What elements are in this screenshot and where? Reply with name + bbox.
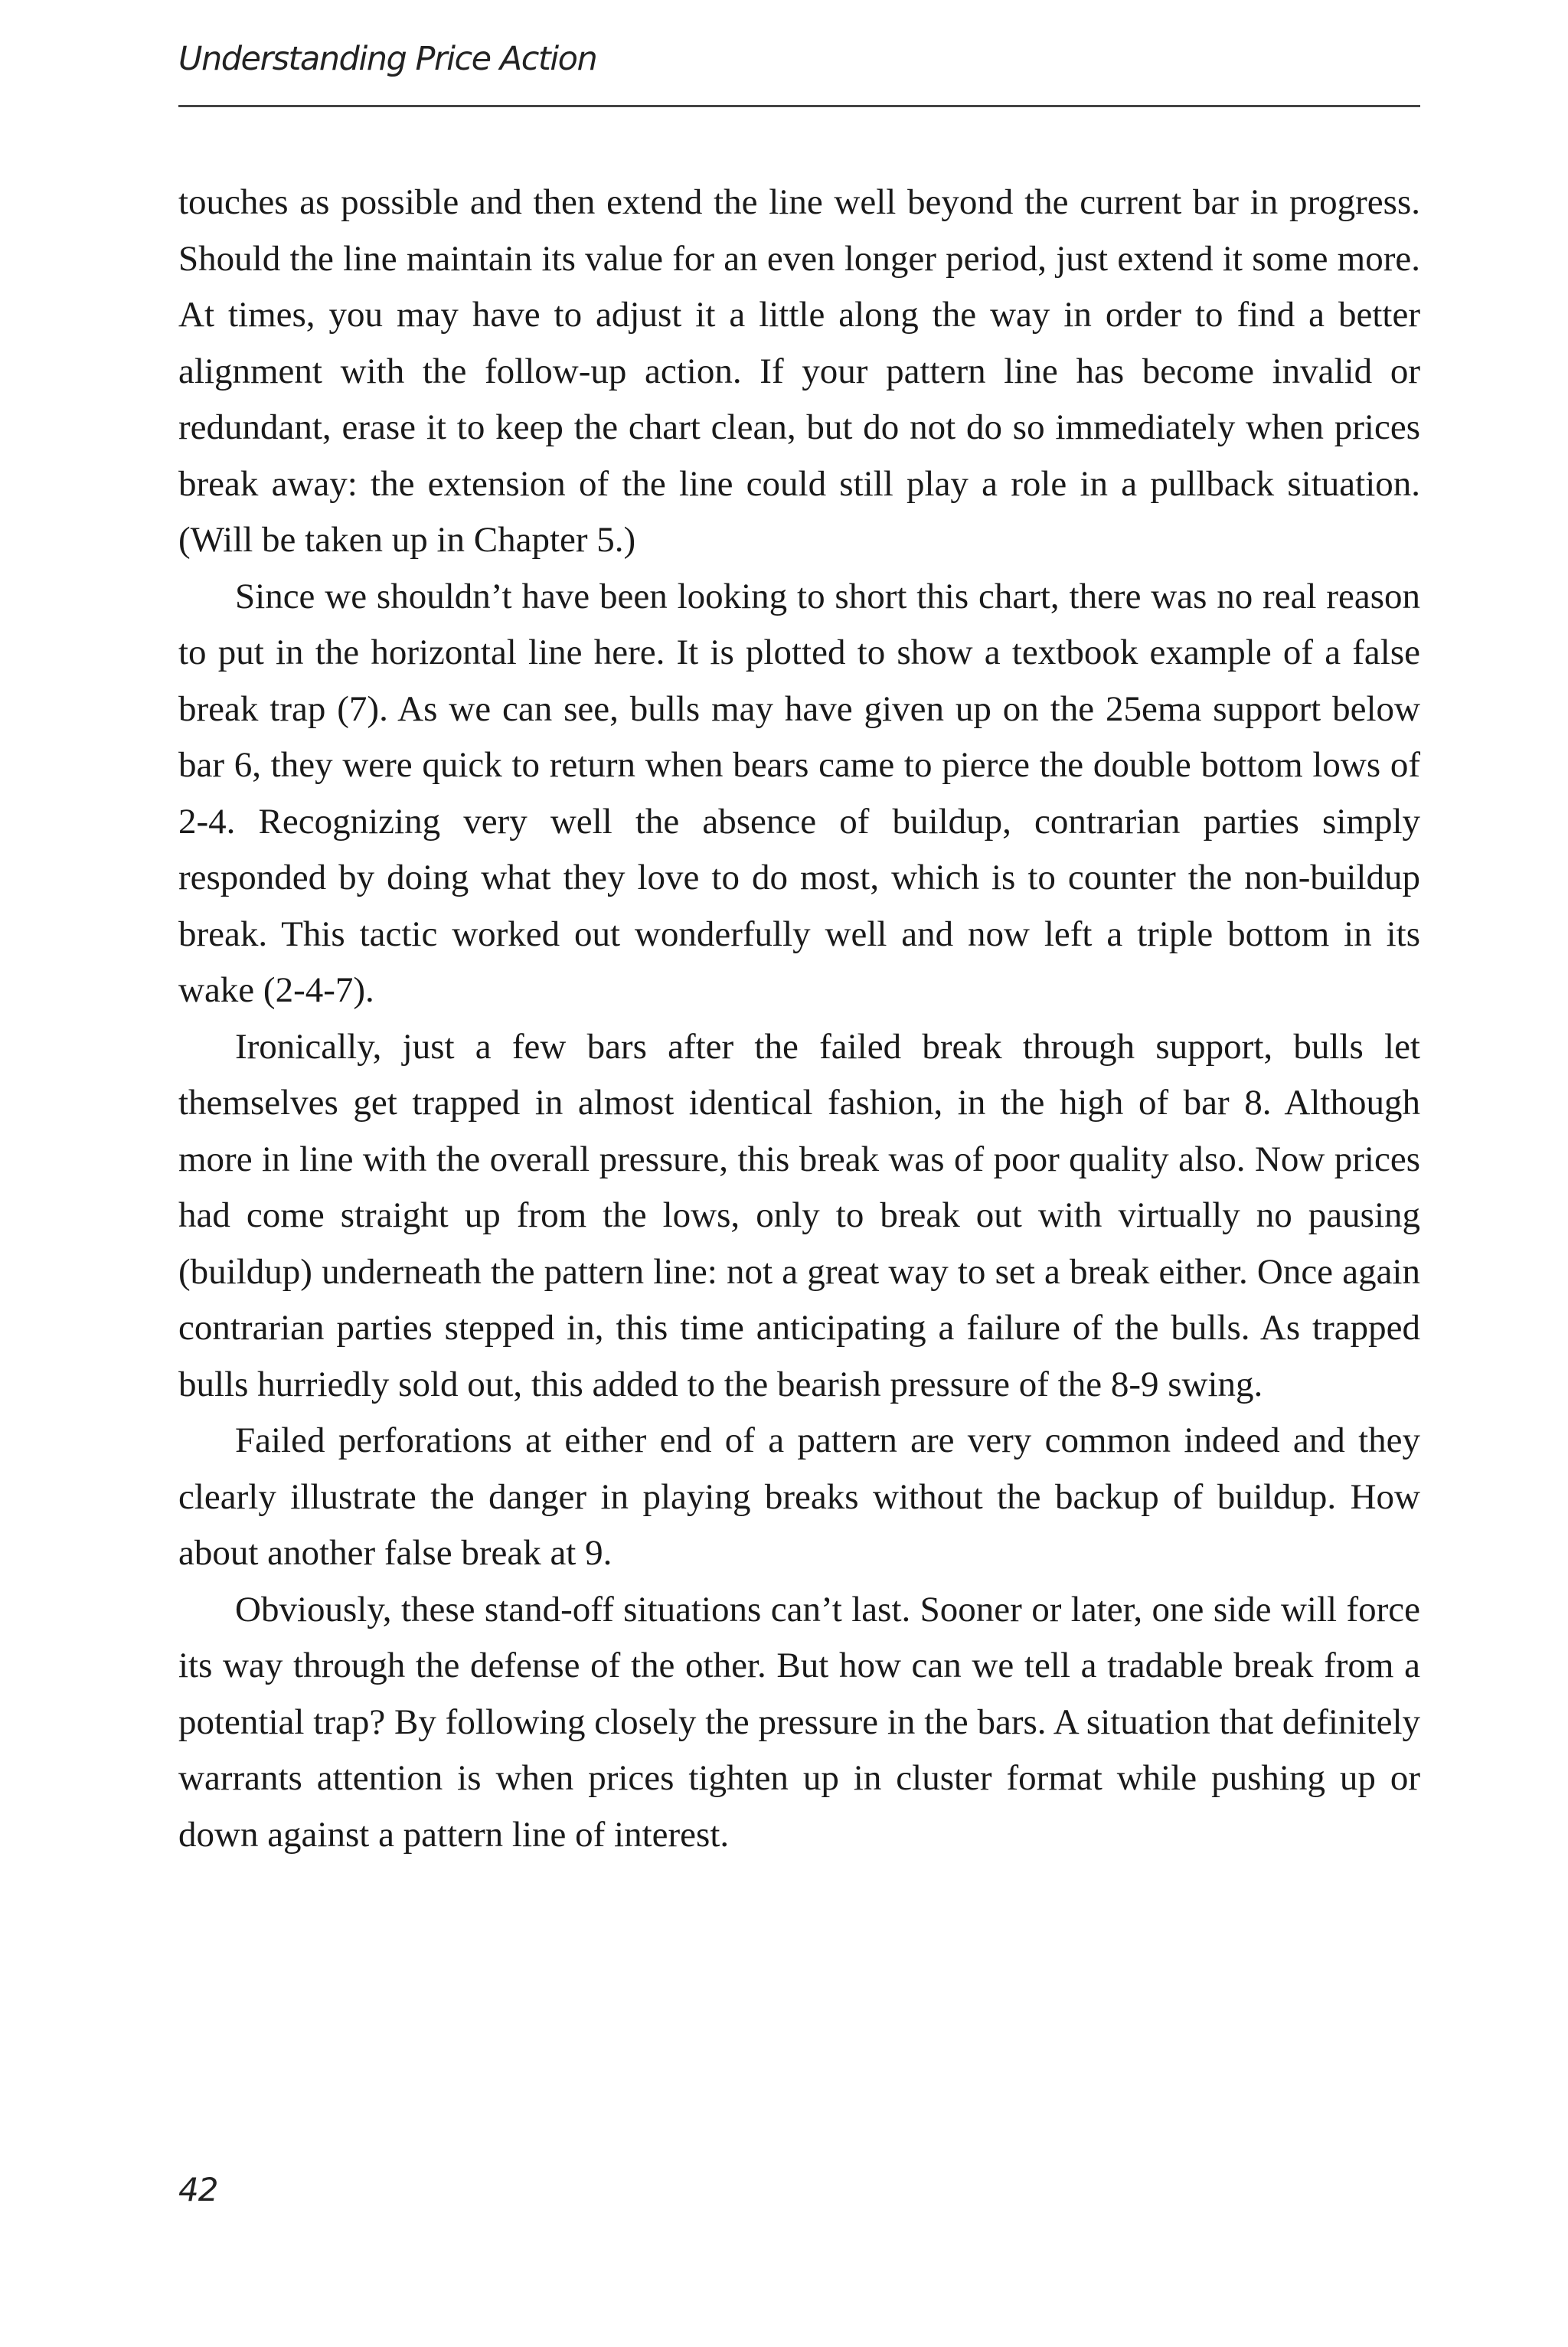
page-number: 42	[178, 2171, 218, 2208]
paragraph-5: Obviously, these stand-off situations can’t last. Sooner or later, one side will force its way through the defense of the other. But how can we tell a tradable break from a potential trap? By following closely the pressure in the bars. A situation that definitely warrants attention is when prices tighten up in cluster format while pushing up or down against a pattern line of interest.	[178, 1589, 1420, 1855]
paragraph-1: touches as possible and then extend the line well beyond the current bar in progress. Should the line maintain its value for an even longer period, just extend it some more. At times, you may have to adjust it a little along the way in order to find a better alignment with the follow-up action. If your pattern line has become invalid or redundant, erase it to keep the chart clean, but do not do so immediately when prices break away: the extension of the line could still play a role in a pullback situation. (Will be taken up in Chapter 5.)	[178, 182, 1420, 560]
paragraph-2: Since we shouldn’t have been looking to short this chart, there was no real reason to put in the horizontal line here. It is plotted to show a textbook example of a false break trap (7). As we can see, bulls may have given up on the 25ema support below bar 6, they were quick to return when bears came to pierce the double bottom lows of 2-4. Recognizing very well the absence of buildup, contrarian parties simply responded by doing what they love to do most, which is to counter the non-buildup break. This tactic worked out wonderfully well and now left a triple bottom in its wake (2-4-7).	[178, 576, 1420, 1010]
body-text	[178, 175, 1420, 1863]
paragraph-3: Ironically, just a few bars after the failed break through support, bulls let themselves get trapped in almost identical fashion, in the high of bar 8. Although more in line with the overall pressure, this break was of poor quality also. Now prices had come straight up from the lows, only to break out with virtually no pausing (buildup) underneath the pattern line: not a great way to set a break either. Once again contrarian parties stepped in, this time anticipating a failure of the bulls. As trapped bulls hurriedly sold out, this added to the bearish pressure of the 8-9 swing.	[178, 1026, 1420, 1404]
running-head: Understanding Price Action	[178, 40, 597, 78]
header-rule	[178, 105, 1420, 107]
paragraph-4: Failed perforations at either end of a pattern are very common indeed and they clearly illustrate the danger in playing breaks without the backup of buildup. How about another false break at 9.	[178, 1420, 1420, 1573]
